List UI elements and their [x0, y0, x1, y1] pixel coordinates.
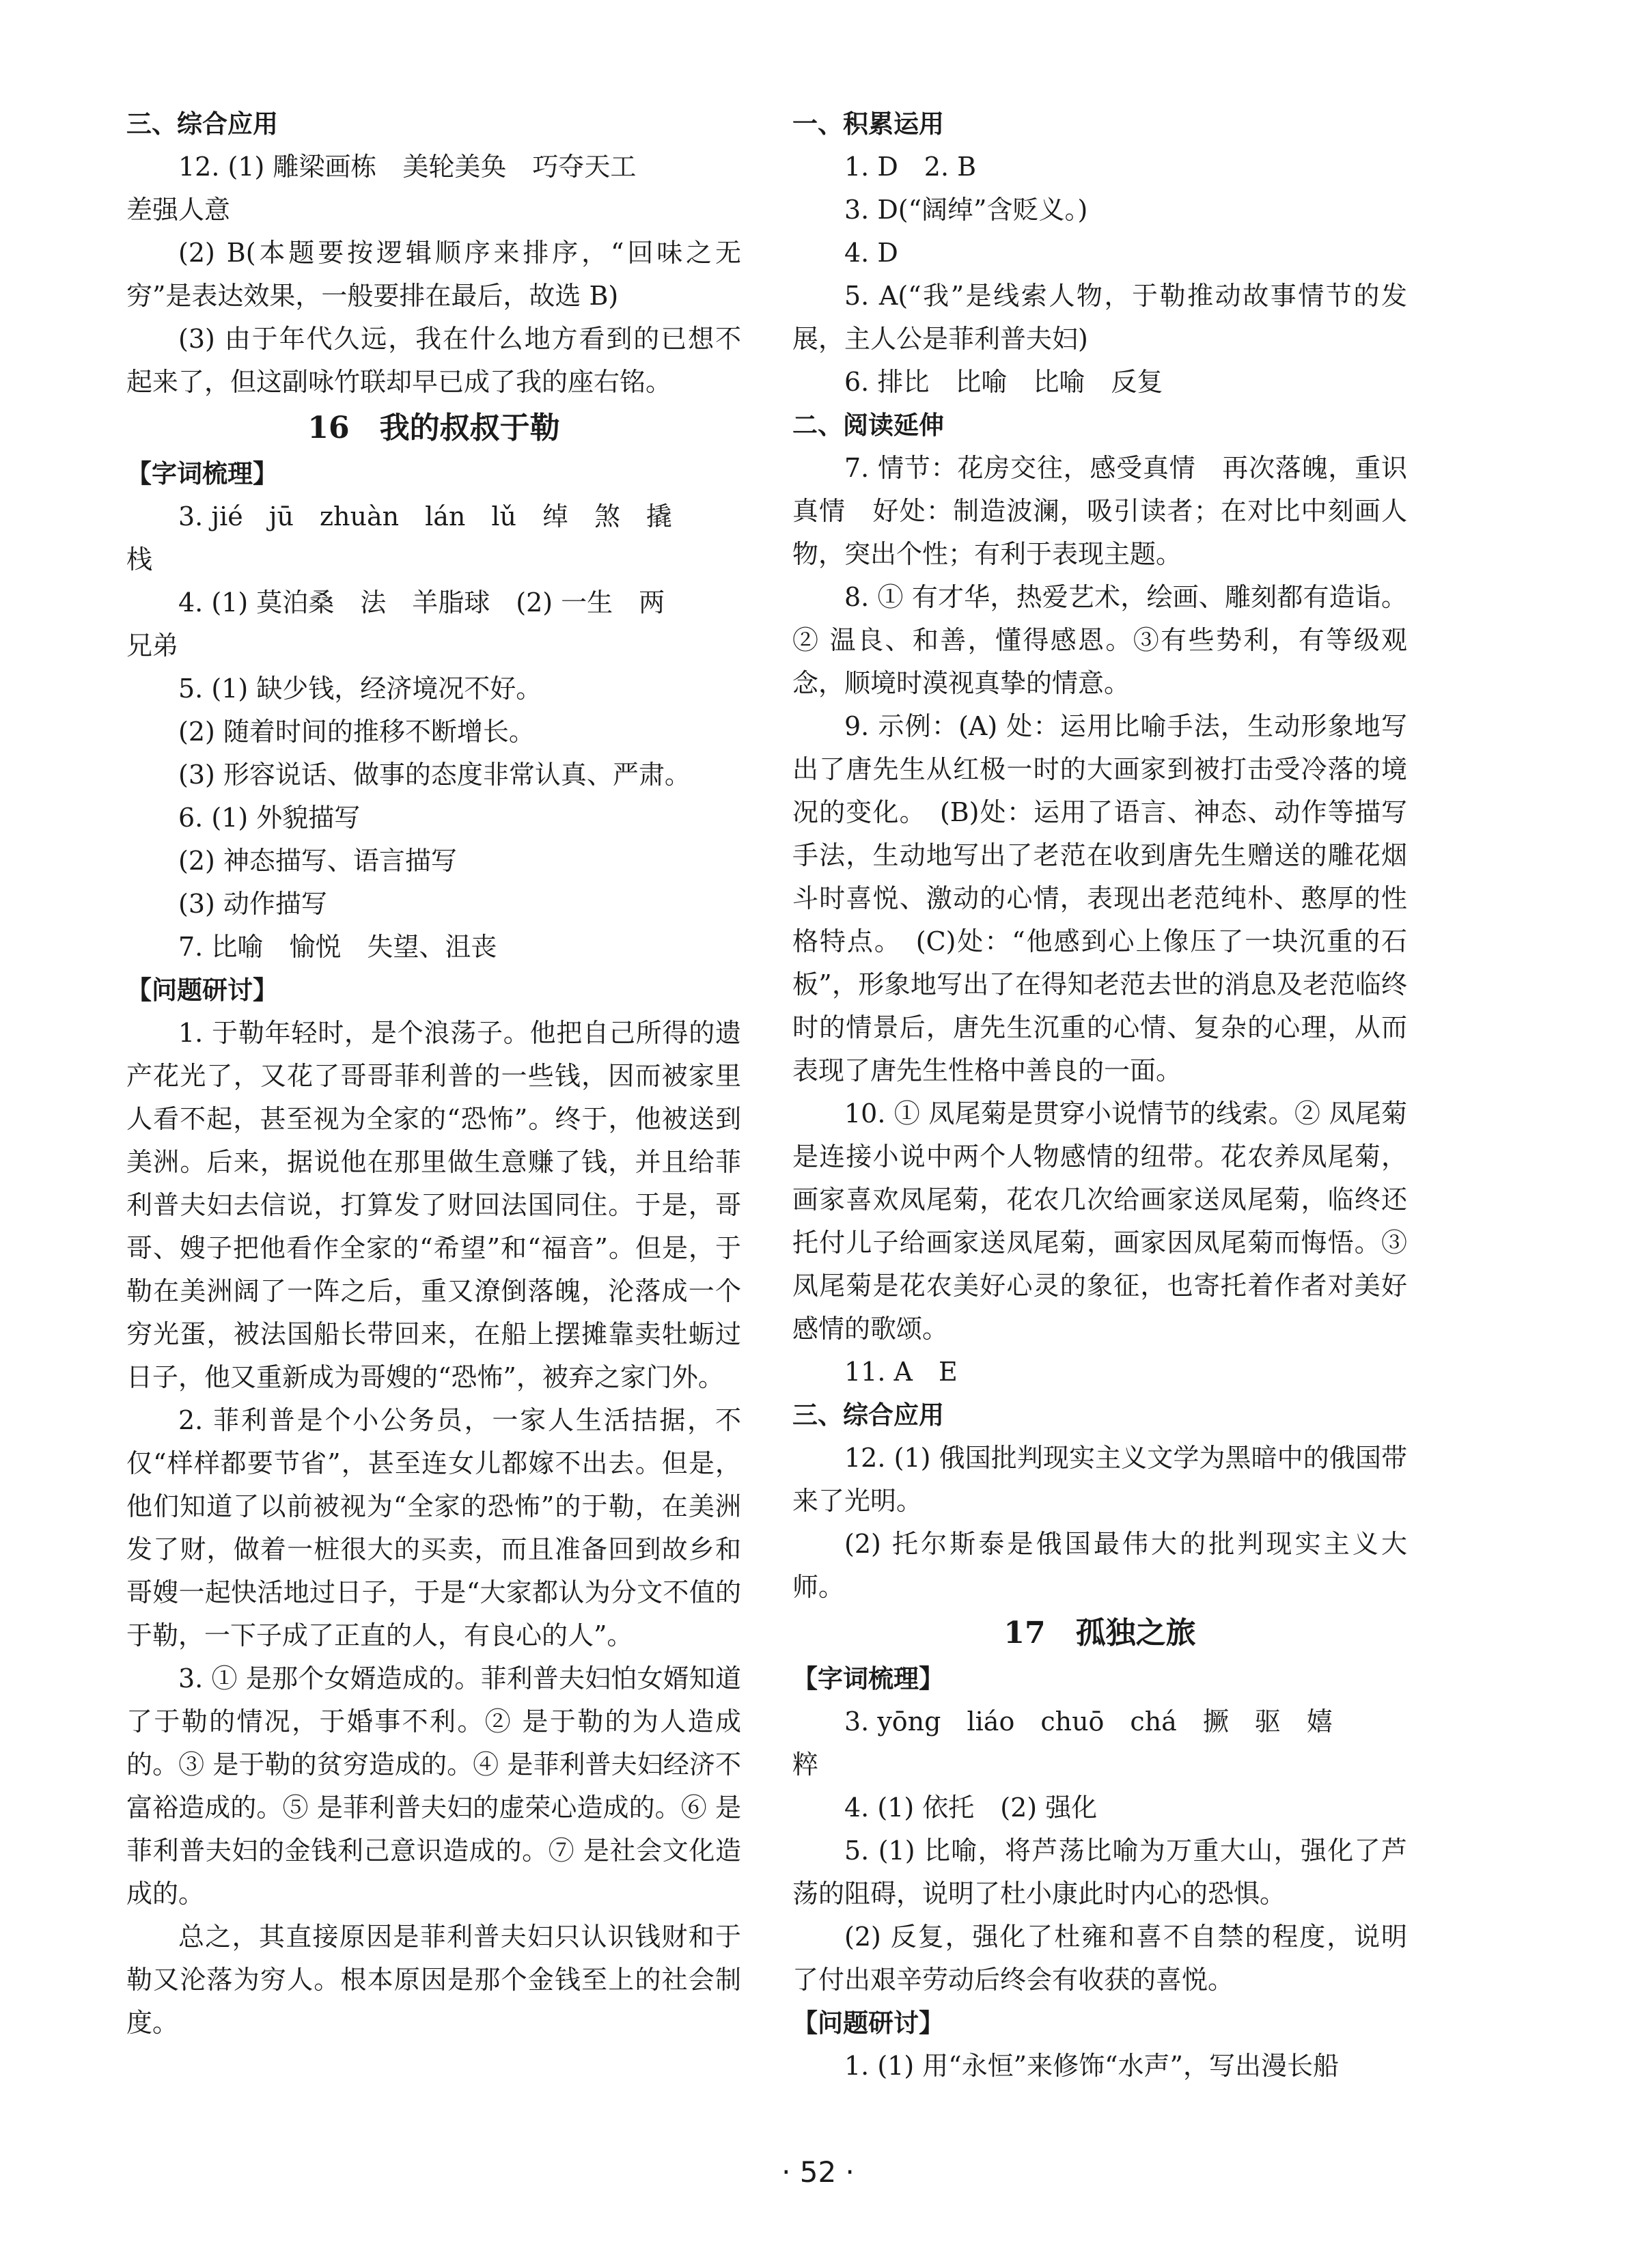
answer-paragraph: 3. ① 是那个女婿造成的。菲利普夫妇怕女婿知道了于勒的情况，于婚事不利。② 是于勒的为人造成的。③ 是于勒的贫穷造成的。④ 是菲利普夫妇经济不富裕造成的。⑤ 是菲利普夫妇的虚荣心造成的。⑥ 是菲利普夫妇的金钱利己意识造成的。⑦ 是社会文化造成的。 — [126, 1663, 741, 1909]
answer-line: 4. (1) 依托 (2) 强化 — [844, 1793, 1098, 1823]
answer-paragraph: (3) 由于年代久远，我在什么地方看到的已想不起来了，但这副咏竹联却早已成了我的座右铭。 — [126, 324, 741, 397]
answer-line: 4. D — [844, 238, 898, 268]
answer-line: (3) 动作描写 — [178, 889, 327, 919]
answer-line: 粹 — [792, 1750, 819, 1780]
answer-paragraph: (2) 托尔斯泰是俄国最伟大的批判现实主义大师。 — [792, 1529, 1407, 1602]
answer-line: (2) 随着时间的推移不断增长。 — [178, 717, 535, 747]
subsection-tag: 【问题研讨】 — [792, 2008, 944, 2038]
answer-line: 1. D 2. B — [844, 152, 977, 182]
section-heading: 二、阅读延伸 — [792, 411, 944, 440]
answer-line: 11. A E — [844, 1357, 958, 1387]
subsection-tag: 【问题研讨】 — [126, 976, 278, 1005]
answer-line: 3. yōng liáo chuō chá 撅 驱 嬉 — [844, 1706, 1333, 1737]
answer-line: 7. 比喻 愉悦 失望、沮丧 — [178, 932, 497, 962]
answer-paragraph: 2. 菲利普是个小公务员，一家人生活拮据，不仅“样样都要节省”，甚至连女儿都嫁不出去。但是，他们知道了以前被视为“全家的恐怖”的于勒，在美洲发了财，做着一桩很大的买卖，而且准备回到故乡和哥嫂一起快活地过日子，于是“大家都认为分文不值的于勒，一下子成了正直的人，有良心的人”。 — [126, 1405, 741, 1650]
answer-line: 6. (1) 外貌描写 — [178, 803, 361, 833]
answer-paragraph: (2) B(本题要按逻辑顺序来排序，“回味之无穷”是表达效果，一般要排在最后，故选 B) — [126, 238, 741, 311]
answer-line: 兄弟 — [126, 631, 179, 661]
subsection-tag: 【字词梳理】 — [126, 459, 278, 488]
answer-paragraph: 9. 示例：(A) 处：运用比喻手法，生动形象地写出了唐先生从红极一时的大画家到被打击受冷落的境况的变化。 (B)处：运用了语言、神态、动作等描写手法，生动地写出了老范在收到唐先生赠送的雕花烟斗时喜悦、激动的心情，表现出老范纯朴、憨厚的性格特点。 (C)处：“他感到心上像压了一块沉重的石板”，形象地写出了在得知老范去世的消息及老范临终时的情景后，唐先生沉重的心情、复杂的心理，从而表现了唐先生性格中善良的一面。 — [792, 711, 1407, 1085]
answer-line: 3. D(“阔绰”含贬义。) — [844, 195, 1088, 225]
section-heading: 三、综合应用 — [126, 109, 278, 139]
answer-paragraph: 10. ① 凤尾菊是贯穿小说情节的线索。② 凤尾菊是连接小说中两个人物感情的纽带。花农养凤尾菊，画家喜欢凤尾菊，花农几次给画家送凤尾菊，临终还托付儿子给画家送凤尾菊，画家因凤尾菊而悔悟。③ 凤尾菊是花农美好心灵的象征，也寄托着作者对美好感情的歌颂。 — [792, 1098, 1407, 1344]
answer-line: (2) 神态描写、语言描写 — [178, 846, 457, 876]
answer-line: 5. (1) 缺少钱，经济境况不好。 — [178, 674, 542, 704]
answer-paragraph: 5. (1) 比喻，将芦荡比喻为万重大山，强化了芦荡的阻碍，说明了杜小康此时内心的恐惧。 — [792, 1836, 1407, 1909]
answer-line: 12. (1) 雕梁画栋 美轮美奂 巧夺天工 — [178, 152, 637, 182]
answer-line: 4. (1) 莫泊桑 法 羊脂球 (2) 一生 两 — [178, 587, 665, 618]
answer-line: (3) 形容说话、做事的态度非常认真、严肃。 — [178, 760, 691, 790]
answer-line: 6. 排比 比喻 比喻 反复 — [844, 367, 1163, 397]
answer-paragraph: 总之，其直接原因是菲利普夫妇只认识钱财和于勒又沦落为穷人。根本原因是那个金钱至上的社会制度。 — [126, 1922, 741, 2038]
answer-paragraph: 5. A(“我”是线索人物，于勒推动故事情节的发展，主人公是菲利普夫妇) — [792, 281, 1407, 354]
right-column — [792, 102, 1407, 2088]
left-column — [126, 102, 741, 2045]
lesson-title: 17 孤独之旅 — [1003, 1616, 1196, 1650]
answer-line: 差强人意 — [126, 195, 231, 225]
answer-line: 栈 — [126, 544, 153, 575]
answer-paragraph: 1. 于勒年轻时，是个浪荡子。他把自己所得的遗产花光了，又花了哥哥菲利普的一些钱，因而被家里人看不起，甚至视为全家的“恐怖”。终于，他被送到美洲。后来，据说他在那里做生意赚了钱，并且给菲利普夫妇去信说，打算发了财回法国同住。于是，哥哥、嫂子把他看作全家的“希望”和“福音”。但是，于勒在美洲阔了一阵之后，重又潦倒落魄，沦落成一个穷光蛋，被法国船长带回来，在船上摆摊靠卖牡蛎过日子，他又重新成为哥嫂的“恐怖”，被弃之家门外。 — [126, 1018, 741, 1392]
section-heading: 三、综合应用 — [792, 1400, 944, 1430]
lesson-title: 16 我的叔叔于勒 — [307, 411, 560, 445]
answer-paragraph: 12. (1) 俄国批判现实主义文学为黑暗中的俄国带来了光明。 — [792, 1443, 1407, 1516]
page-number: · 52 · — [781, 2155, 855, 2189]
answer-paragraph: 7. 情节：花房交往，感受真情 再次落魄，重识真情 好处：制造波澜，吸引读者；在对比中刻画人物，突出个性；有利于表现主题。 — [792, 453, 1407, 569]
answer-paragraph: (2) 反复，强化了杜雍和喜不自禁的程度，说明了付出艰辛劳动后终会有收获的喜悦。 — [792, 1922, 1407, 1995]
answer-line: 3. jié jū zhuàn lán lǔ 绰 煞 撬 — [178, 501, 673, 531]
subsection-tag: 【字词梳理】 — [792, 1664, 944, 1693]
answer-line: 1. (1) 用“永恒”来修饰“水声”，写出漫长船 — [844, 2051, 1339, 2081]
section-heading: 一、积累运用 — [792, 109, 944, 139]
answer-paragraph: 8. ① 有才华，热爱艺术，绘画、雕刻都有造诣。② 温良、和善，懂得感恩。③有些势利，有等级观念，顺境时漠视真挚的情意。 — [792, 582, 1407, 698]
